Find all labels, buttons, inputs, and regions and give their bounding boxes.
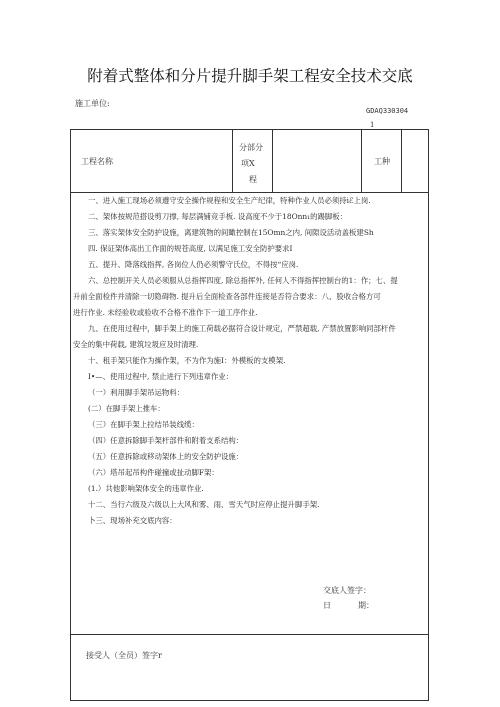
- divider: [361, 130, 362, 192]
- date-label: 日: [323, 601, 331, 610]
- divider: [232, 130, 233, 192]
- divider: [272, 130, 273, 192]
- content-line: 十、租手架只能作为操作架，不为作为施I：外模板的支模架.: [88, 356, 286, 365]
- content-line: 五、提升、降落线指挥, 各岗位人仍必须警守氏位，不得按“应岗.: [88, 260, 299, 269]
- divider: [401, 130, 402, 192]
- content-line: (二）在脚手架上推车：: [88, 404, 165, 413]
- content-line: (1.）共他影响架体安全的违章作业.: [88, 484, 204, 493]
- content-line: 六、总控制开关人员必须服从总指挥四度, 除总指挥外, 任何人不得指挥控制台的1：作；七、提: [88, 276, 398, 285]
- disclosure-sheet: [70, 129, 429, 701]
- content-line: （六）塔吊起吊构件碰撞或扯动脚F架：: [88, 468, 219, 477]
- divider: [71, 192, 428, 193]
- content-line: 卜三、现场补充交底内容：: [88, 516, 177, 525]
- receiver-signature-label: 接受人（全员）签字r: [86, 651, 162, 660]
- content-line: （四）任意拆除脚手架杆部件和附着支系结构：: [88, 436, 244, 445]
- content-line: 四. 保证架体高出工作面的规苍高度, 以满足施工安全防护要求I: [88, 244, 293, 253]
- sub-project-label: 分部分: [239, 143, 263, 152]
- sub-project-label: 项X: [241, 159, 255, 168]
- content-line: 升前全面检件并清除一切隐碍物. 提升后全面检查各部件连接是否符合要求：八、股收合格方可: [73, 292, 381, 301]
- content-line: 九、在使用过程中，脚手架上的施工荷载必据符合设计规定，严禁超载, 产禁放置影响同部杆件: [88, 324, 396, 333]
- content-line: 安全的集中荷载, 建筑垃圾应及时清理.: [73, 340, 199, 349]
- document-title: 附着式整体和分片提升脚手架工程安全技术交底: [87, 67, 413, 85]
- date-label: 期：: [358, 601, 374, 610]
- trade-label: 工种: [374, 157, 390, 166]
- form-code-sub: 1: [370, 121, 375, 129]
- content-line: 二、架体按规范搭设剪刀撑, 每层满铺竞手板. 设高度不少于18Onn₁的踢脚板：: [88, 212, 348, 221]
- content-line: 一、进入施工现场必须遵守安全操作规程和安全生产纪律，特种作业人员必须持iℰ上岗.: [88, 196, 371, 205]
- content-line: I•—、使用过程中, 禁止进行下列违章作业：: [88, 372, 234, 381]
- content-line: 十二、当行六级及六级以上大风和雾、雨、雪天气时应停止提升脚手架.: [88, 500, 320, 509]
- form-code: GDAQ330304: [366, 107, 409, 115]
- content-line: （五）任意拆除或移动架体上的安全防护设施：: [88, 452, 244, 461]
- content-line: （三）在脚手架上拉结吊装线缆：: [88, 420, 199, 429]
- project-name-label: 工程名称: [81, 157, 113, 166]
- content-line: 进行作业. 未经验收或验收不合格不准作下一道工序作业.: [73, 308, 258, 317]
- construction-unit-label: 施工单位:: [75, 99, 110, 108]
- content-line: （一）利用脚手架吊运物料：: [88, 388, 185, 397]
- sub-project-label: 程: [249, 175, 257, 184]
- handover-signature-label: 交底人签字：: [323, 586, 371, 595]
- content-line: 三、落实架体安全防护设施，离建筑物的间瞰控制在15Omn之内, 间隙设活动盖板建Sh: [88, 228, 374, 237]
- divider: [71, 634, 428, 635]
